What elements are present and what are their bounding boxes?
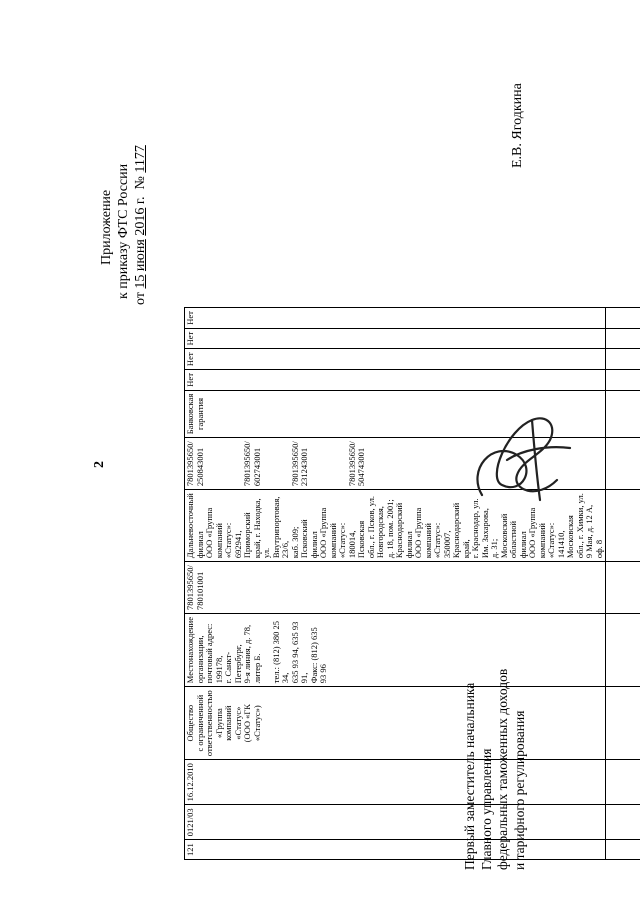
cell-blank: [606, 308, 640, 329]
cell-blank: [606, 687, 640, 760]
annex-header: [98, 145, 149, 305]
cell-flag-4: Нет: [185, 308, 606, 329]
annex-date-year: 2016: [133, 207, 148, 236]
text-line: «Статус»: 141410, Московская: [546, 515, 575, 559]
text-line: Банковская: [185, 393, 195, 435]
guarantee-text: [186, 394, 205, 435]
cell-flag-2: Нет: [185, 349, 606, 370]
cell-location: [185, 614, 606, 687]
page-number: 2: [92, 461, 107, 468]
signatory-title-line: федеральных таможенных доходов: [495, 668, 510, 870]
text-line: 231243001: [299, 447, 309, 487]
cell-row-number: 121: [185, 840, 606, 860]
text-line: 504743001: [356, 447, 366, 487]
text-line: Дальневосточный филиал: [185, 493, 205, 559]
signatory-name: Е.В. Ягодкина: [510, 83, 525, 168]
text-line: организации,: [194, 635, 205, 684]
text-line: Московский областной филиал: [498, 513, 528, 559]
cell-flag-3: Нет: [185, 328, 606, 349]
text-line: ООО «Группа компаний: [204, 507, 224, 559]
annex-date-line: [132, 145, 149, 305]
text-line: Краснодарский край,: [451, 502, 471, 559]
handwritten-signature: [462, 400, 582, 510]
text-line: ООО «Группа компаний: [527, 507, 547, 559]
registry-table: [184, 307, 640, 860]
text-line: Факс: (812) 635 93 96: [308, 627, 328, 684]
cell-inn-kpp: [185, 562, 606, 614]
text-line: ООО «Группа компаний: [413, 507, 433, 559]
cell-organization: [185, 687, 606, 760]
text-line: [310, 441, 320, 486]
cell-blank: [606, 370, 640, 391]
text-line: [272, 441, 282, 486]
text-line: тел.: (812) 380 25 34,: [270, 620, 290, 684]
text-line: Общество: [185, 704, 195, 742]
annex-date-prefix: от: [133, 292, 148, 305]
text-line: 7801395650/: [289, 441, 300, 487]
text-line: «Статус»: 180014, Псковская: [337, 520, 366, 559]
text-line: с ограниченной: [194, 694, 205, 752]
text-line: [224, 441, 234, 486]
text-line: 7801395650/: [185, 441, 195, 487]
location-text: [186, 617, 329, 683]
text-line: почтовый адрес: 199178,: [204, 623, 224, 684]
cell-date: 16.12.2010: [185, 760, 606, 805]
text-line: Псковский филиал: [299, 519, 319, 559]
cell-blank: [606, 390, 640, 438]
text-line: 9-я линия, д. 78, литер Б.: [242, 624, 262, 684]
text-line: «Группа компаний: [213, 705, 233, 741]
text-line: каб. 309;: [289, 526, 300, 559]
annex-order-ref: к приказу ФТС России: [116, 163, 131, 299]
text-line: обл., г. Химки, ул. 9 Мая, д. 12 А,: [574, 493, 594, 559]
annex-number-prefix: №: [133, 176, 148, 190]
text-line: 7801395650/: [346, 441, 357, 487]
text-line: оф. 8: [593, 539, 604, 559]
cell-blank: [606, 490, 640, 562]
text-line: 780101001: [194, 571, 205, 611]
text-line: 250843001: [194, 447, 205, 487]
text-line: обл., г. Псков, ул. Новгородская,: [365, 496, 385, 559]
text-line: ул. Внутрипортовая, 23/6,: [261, 496, 290, 559]
text-line: «Статус»: 350007,: [432, 522, 452, 559]
text-line: 635 93 94, 635 93 91,: [289, 621, 309, 684]
cell-blank: [606, 614, 640, 687]
text-line: г. Краснодар, ул. Им. Захарова,: [470, 498, 490, 559]
text-line: гарантия: [194, 397, 205, 430]
text-line: [205, 441, 215, 486]
signatory-title-line: Первый заместитель начальника: [462, 682, 477, 870]
cell-flag-1: Нет: [185, 370, 606, 391]
text-line: «Статус»: [232, 706, 243, 740]
cell-blank: [606, 805, 640, 840]
cell-blank: [606, 840, 640, 860]
signatory-title: [462, 669, 528, 870]
signatory-title-line: Главного управления: [478, 748, 494, 870]
annex-title: Приложение: [99, 189, 114, 265]
cell-registry-number: 0121/03: [185, 805, 606, 840]
cell-blank: [606, 562, 640, 614]
text-line: д. 31;: [489, 538, 499, 559]
signatory-title-line: и тарифного регулирования: [511, 710, 527, 870]
text-line: (ООО «ГК «Статус»): [242, 704, 262, 743]
cell-blank: [606, 349, 640, 370]
text-line: «Статус»: 692941,: [223, 522, 243, 559]
text-line: Местонахождение: [185, 617, 195, 684]
text-line: Приморский край, г. Находка,: [242, 498, 262, 559]
text-line: г. Санкт-Петербург,: [223, 644, 243, 684]
text-line: Краснодарский филиал: [394, 502, 414, 559]
text-line: 7801395650/: [185, 565, 195, 611]
text-line: ООО «Группа компаний: [318, 507, 338, 559]
text-line: д. 18, пом. 2001;: [384, 499, 395, 559]
organization-text: [186, 690, 262, 756]
cell-blank: [606, 438, 640, 490]
branch-inn-kpp-text: [186, 441, 367, 486]
text-line: ответственностью: [204, 690, 214, 757]
text-line: [262, 441, 272, 486]
cell-blank: [606, 760, 640, 805]
annex-year-suffix: г.: [133, 196, 148, 205]
text-line: [319, 441, 329, 486]
annex-date-month: июня: [133, 239, 148, 272]
text-line: 7801395650/: [242, 441, 252, 487]
annex-number: 1177: [133, 145, 148, 173]
annex-date-day: 15: [133, 274, 148, 289]
text-line: [215, 441, 225, 486]
cell-blank: [606, 328, 640, 349]
text-line: 602743001: [251, 447, 262, 487]
inn-kpp-text: [186, 565, 205, 610]
text-line: [329, 441, 339, 486]
